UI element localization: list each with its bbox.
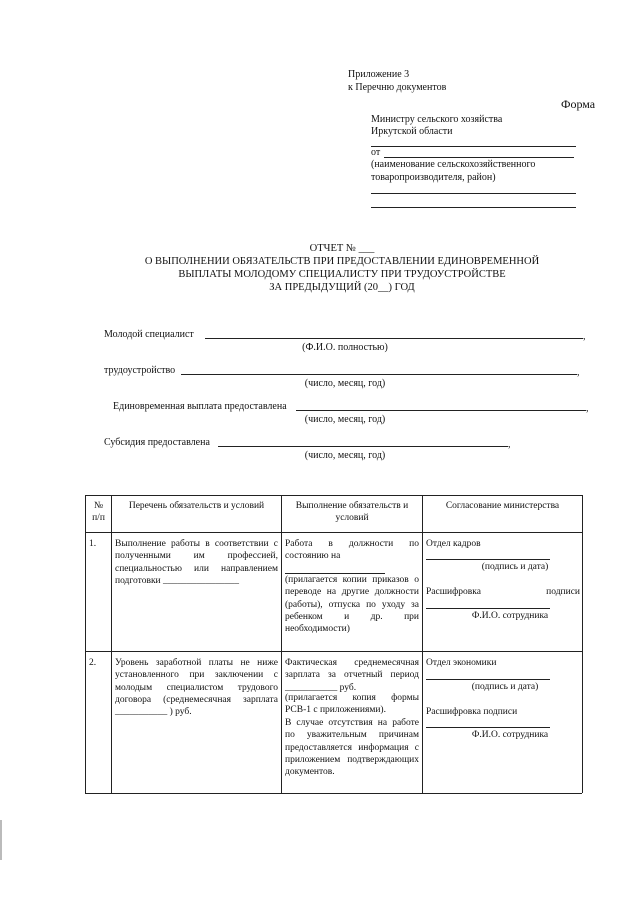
row2-fulfillment-a: Фактическая среднемесячная зарплата за отчетный период ___________ руб. — [285, 658, 419, 693]
header-fulfillment-line-1: Выполнение обязательств и — [295, 501, 409, 511]
row2-obligation: Уровень заработной платы не ниже установленного при заключении с молодым специалистом трудового договора (среднемесячная зарплата ___________ ) руб. — [115, 658, 278, 718]
employment-comma: , — [577, 367, 580, 378]
row2-decode-blank[interactable] — [426, 727, 550, 728]
from-note-1: (наименование сельскохозяйственного — [371, 159, 536, 170]
table-col-sep-3 — [422, 495, 423, 793]
row2-decode: Расшифровка подписи — [426, 707, 518, 717]
title-line-2: О ВЫПОЛНЕНИИ ОБЯЗАТЕЛЬСТВ ПРИ ПРЕДОСТАВЛЕНИИ ЕДИНОВРЕМЕННОЙ — [144, 256, 540, 268]
table-border-bottom — [85, 793, 582, 794]
header-number — [86, 500, 111, 525]
payment-comma: , — [586, 403, 589, 414]
table-col-sep-1 — [111, 495, 112, 793]
row2-dept: Отдел экономики — [426, 658, 497, 668]
from-note-2: товаропроизводителя, район) — [371, 172, 496, 183]
table-border-right — [582, 495, 583, 793]
row1-sign-blank[interactable] — [426, 559, 550, 560]
table-border-top — [85, 495, 582, 496]
from-label: от — [371, 147, 381, 158]
addressee-blank-1[interactable] — [371, 146, 576, 147]
row1-dept: Отдел кадров — [426, 539, 481, 549]
payment-field[interactable] — [296, 410, 586, 411]
row2-fulfillment-c: В случае отсутствия на работе по уважительным причинам предоставляется информация с приложением подтверждающих документов. — [285, 718, 419, 778]
header-number-line-1: № — [93, 501, 104, 511]
subsidy-comma: , — [508, 439, 511, 450]
row1-fulfillment-b: (прилагается копии приказов о переводе на другие должности (работы), отпуска по уходу за ребенком и др. при необходимости) — [285, 575, 419, 635]
header-obligations: Перечень обязательств и условий — [128, 501, 265, 511]
row1-decode-blank[interactable] — [426, 608, 550, 609]
row2-fulfillment-b: (прилагается копия формы РСВ-1 с приложениями). — [285, 693, 419, 716]
subsidy-label: Субсидия предоставлена — [104, 437, 210, 448]
addressee-line-1: Министру сельского хозяйства — [371, 114, 503, 125]
specialist-field[interactable] — [205, 338, 583, 339]
subsidy-hint: (число, месяц, год) — [304, 450, 386, 461]
row2-number: 2. — [89, 658, 97, 668]
title-line-4: ЗА ПРЕДЫДУЩИЙ (20__) ГОД — [269, 282, 415, 294]
report-title — [120, 242, 564, 295]
addressee-blank-2[interactable] — [371, 193, 576, 194]
row2-sign-blank[interactable] — [426, 679, 550, 680]
table-header-bottom — [85, 532, 582, 533]
specialist-label: Молодой специалист — [104, 329, 194, 340]
subsidy-field[interactable] — [218, 446, 508, 447]
employment-field[interactable] — [181, 374, 577, 375]
employment-label: трудоустройство — [104, 365, 176, 376]
payment-hint: (число, месяц, год) — [304, 414, 386, 425]
row2-sign-hint: (подпись и дата) — [471, 682, 539, 692]
employment-hint: (число, месяц, год) — [304, 378, 386, 389]
payment-label: Единовременная выплата предоставлена — [113, 401, 287, 412]
table-col-sep-2 — [281, 495, 282, 793]
table-row1-bottom — [85, 651, 582, 652]
appendix-line-1: Приложение 3 — [348, 69, 410, 80]
table-border-left — [85, 495, 86, 793]
row1-decode — [426, 586, 580, 598]
form-label: Форма — [561, 97, 596, 111]
row1-decode-text: Расшифровка подписи — [426, 587, 580, 597]
header-number-line-2: п/п — [92, 513, 105, 524]
row1-sign-hint: (подпись и дата) — [481, 562, 549, 572]
specialist-comma: , — [583, 331, 586, 342]
header-approval: Согласование министерства — [445, 501, 560, 511]
row2-fio-hint: Ф.И.О. сотрудника — [471, 730, 549, 740]
row1-fulfillment-a: Работа в должности по состоянию на — [285, 539, 419, 562]
appendix-line-2: к Перечню документов — [348, 82, 447, 93]
addressee-blank-3[interactable] — [371, 207, 576, 208]
title-line-3: ВЫПЛАТЫ МОЛОДОМУ СПЕЦИАЛИСТУ ПРИ ТРУДОУСТРОЙСТВЕ — [178, 269, 506, 281]
row1-obligation: Выполнение работы в соответствии с полученными им профессией, специальностью или направлением подготовки ________________ — [115, 539, 278, 587]
title-line-1: ОТЧЕТ № ___ — [309, 243, 375, 254]
header-fulfillment — [282, 500, 422, 525]
addressee-line-2: Иркутской области — [371, 126, 453, 137]
scan-edge-mark — [0, 820, 2, 860]
row1-fio-hint: Ф.И.О. сотрудника — [471, 611, 549, 621]
row1-number: 1. — [89, 539, 97, 549]
specialist-hint: (Ф.И.О. полностью) — [302, 342, 388, 353]
header-fulfillment-line-2: условий — [335, 513, 369, 524]
